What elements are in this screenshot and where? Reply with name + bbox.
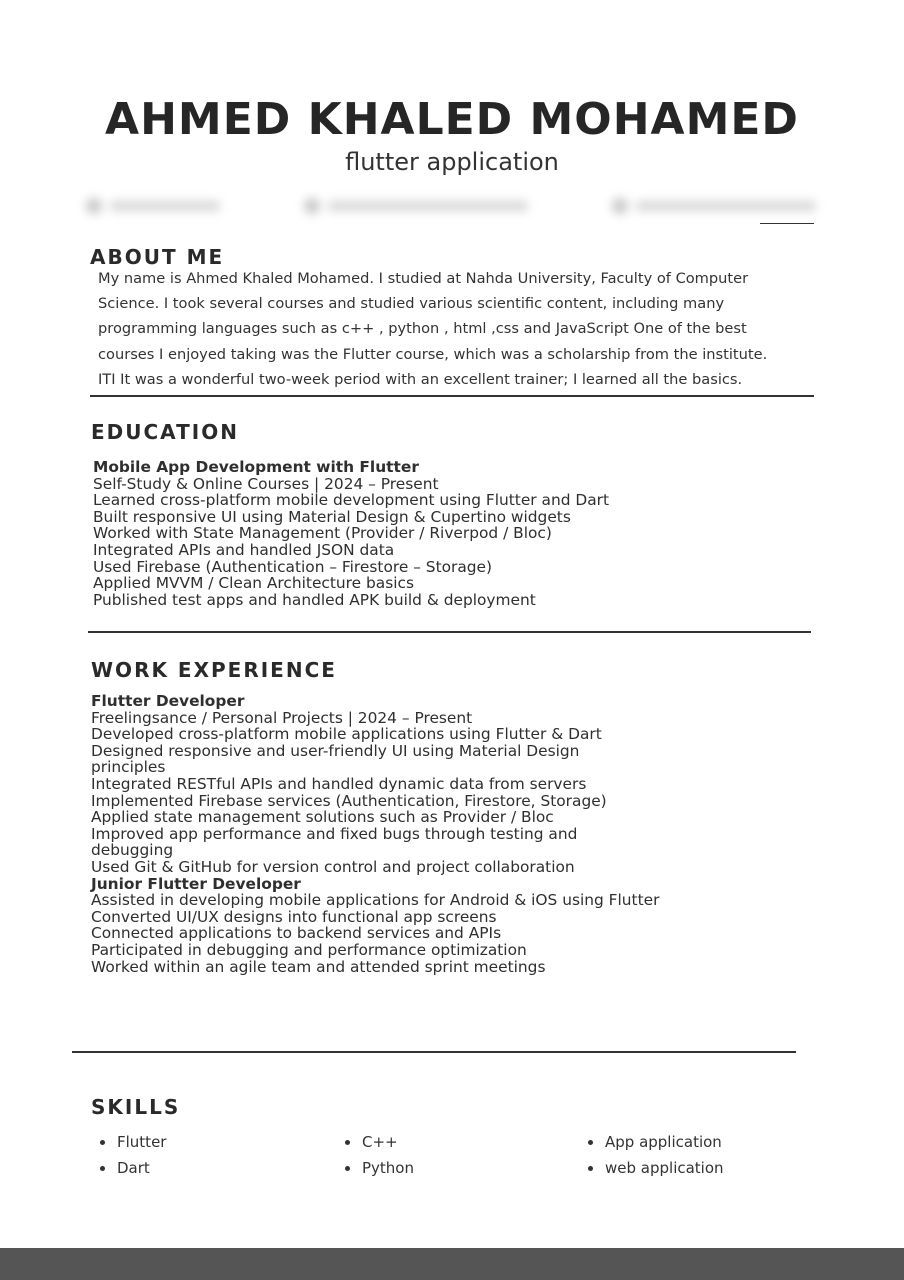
divider — [72, 1051, 796, 1053]
skill-item — [588, 1129, 724, 1155]
location-icon — [612, 198, 628, 214]
skills-column — [588, 1129, 724, 1181]
list-item: Used Firebase (Authentication – Firestore – Storage) — [93, 557, 493, 576]
education-heading: Mobile App Development with Flutter — [93, 458, 419, 476]
skill-label: Flutter — [117, 1133, 167, 1151]
list-item: Developed cross-platform mobile applications using Flutter & Dart — [91, 725, 602, 744]
about-line: courses I enjoyed taking was the Flutter course, which was a scholarship from the institute. — [98, 345, 768, 363]
candidate-name: AHMED KHALED MOHAMED — [105, 94, 799, 145]
bullet-icon — [588, 1166, 593, 1171]
email-icon — [304, 198, 320, 214]
about-line: Science. I took several courses and studied various scientific content, including many — [98, 295, 725, 313]
phone-icon — [86, 198, 102, 214]
skill-item — [345, 1129, 414, 1155]
list-item: Built responsive UI using Material Design & Cupertino widgets — [93, 507, 571, 526]
job-heading: Junior Flutter Developer — [91, 874, 301, 893]
skill-label: Python — [362, 1159, 414, 1177]
job-heading: Flutter Developer — [91, 692, 245, 710]
bullet-icon — [588, 1140, 593, 1145]
list-item: Implemented Firebase services (Authentication, Firestore, Storage) — [91, 791, 607, 810]
list-item: Applied MVVM / Clean Architecture basics — [93, 574, 414, 593]
about-line: My name is Ahmed Khaled Mohamed. I studied at Nahda University, Faculty of Computer — [98, 270, 749, 287]
list-item: Worked with State Management (Provider / Riverpod / Bloc) — [93, 524, 552, 543]
list-item: Integrated APIs and handled JSON data — [93, 540, 395, 559]
footer-band — [0, 1248, 904, 1280]
skills-title: SKILLS — [91, 1095, 181, 1119]
skill-label: Dart — [117, 1159, 150, 1177]
divider — [88, 631, 811, 633]
skill-label: web application — [605, 1159, 724, 1177]
list-item: Participated in debugging and performance optimization — [91, 940, 527, 959]
bullet-icon — [345, 1140, 350, 1145]
skills-column — [345, 1129, 414, 1181]
skill-label: App application — [605, 1133, 722, 1151]
list-item: Connected applications to backend services and APIs — [91, 924, 502, 943]
list-item: Assisted in developing mobile applications for Android & iOS using Flutter — [91, 891, 660, 910]
work-title: WORK EXPERIENCE — [91, 658, 337, 682]
bullet-icon — [345, 1166, 350, 1171]
list-item: Converted UI/UX designs into functional app screens — [91, 907, 497, 926]
contact-phone-redacted — [86, 198, 220, 214]
education-title: EDUCATION — [91, 420, 239, 444]
bullet-icon — [100, 1140, 105, 1145]
skills-column — [100, 1129, 166, 1181]
skill-item — [345, 1155, 414, 1181]
list-item: Published test apps and handled APK build & deployment — [93, 590, 536, 609]
skill-item — [100, 1129, 166, 1155]
about-line: programming languages such as c++ , python , html ,css and JavaScript One of the best — [98, 320, 747, 338]
education-list — [93, 459, 793, 608]
about-title: ABOUT ME — [90, 245, 225, 269]
divider — [760, 223, 814, 224]
skill-label: C++ — [362, 1133, 398, 1151]
skill-item — [588, 1155, 724, 1181]
list-item: Freelingsance / Personal Projects | 2024 – Present — [91, 708, 473, 727]
about-text — [98, 266, 828, 392]
list-item: Integrated RESTful APIs and handled dynamic data from servers — [91, 774, 587, 793]
contact-bar-redacted — [86, 190, 816, 222]
bullet-icon — [100, 1166, 105, 1171]
divider — [90, 395, 814, 397]
list-item: Used Git & GitHub for version control and project collaboration — [91, 857, 575, 876]
about-line: ITI It was a wonderful two-week period with an excellent trainer; I learned all the basics. — [98, 370, 743, 388]
list-item: Worked within an agile team and attended sprint meetings — [91, 957, 546, 976]
job-title: flutter application — [345, 148, 559, 176]
skill-item — [100, 1155, 166, 1181]
list-item: Designed responsive and user-friendly UI using Material Design principles — [91, 741, 580, 777]
contact-address-redacted — [612, 198, 816, 214]
list-item: Learned cross-platform mobile development using Flutter and Dart — [93, 491, 609, 510]
list-item: Applied state management solutions such as Provider / Bloc — [91, 808, 554, 827]
contact-email-redacted — [304, 198, 528, 214]
list-item: Improved app performance and fixed bugs through testing and debugging — [91, 824, 578, 860]
list-item: Self-Study & Online Courses | 2024 – Present — [93, 474, 439, 493]
work-list — [91, 693, 671, 975]
